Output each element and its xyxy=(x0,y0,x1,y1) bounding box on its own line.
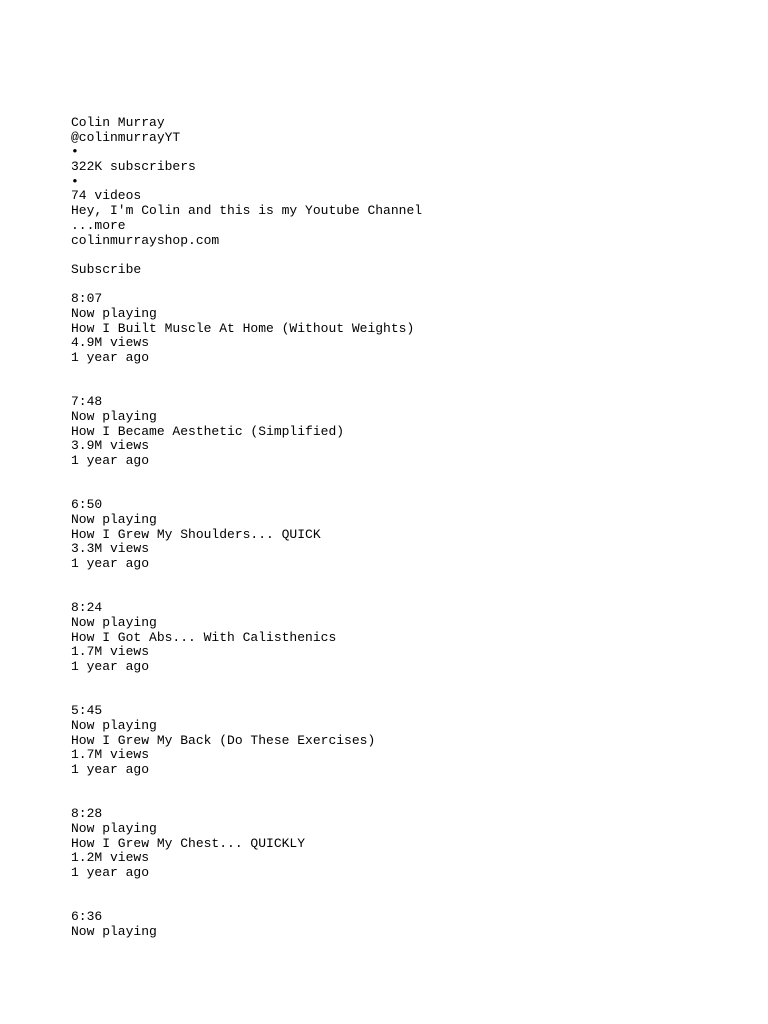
video-duration: 8:07 xyxy=(71,291,103,307)
video-title-link[interactable]: How I Got Abs... With Calisthenics xyxy=(71,629,337,645)
video-item[interactable] xyxy=(71,292,751,365)
video-views: 1.7M views xyxy=(71,644,150,660)
video-views: 1.7M views xyxy=(71,747,150,763)
video-item[interactable] xyxy=(71,498,751,571)
video-duration: 8:28 xyxy=(71,806,103,822)
spacer xyxy=(71,278,751,293)
video-title-link[interactable]: How I Grew My Back (Do These Exercises) xyxy=(71,732,376,748)
video-item[interactable] xyxy=(71,807,751,880)
video-age: 1 year ago xyxy=(71,762,150,778)
video-duration: 5:45 xyxy=(71,703,103,719)
video-title-link[interactable]: How I Built Muscle At Home (Without Weights) xyxy=(71,320,415,336)
channel-handle-link[interactable]: @colinmurrayYT xyxy=(71,129,181,145)
video-views: 1.2M views xyxy=(71,850,150,866)
spacer xyxy=(71,248,751,263)
subscribe-button[interactable]: Subscribe xyxy=(71,261,142,277)
video-duration: 6:36 xyxy=(71,909,103,925)
now-playing-label: Now playing xyxy=(71,408,157,424)
separator-dot: • xyxy=(71,173,79,189)
video-item[interactable] xyxy=(71,395,751,468)
video-count: 74 videos xyxy=(71,188,142,204)
video-duration: 7:48 xyxy=(71,394,103,410)
video-views: 4.9M views xyxy=(71,335,150,351)
video-duration: 8:24 xyxy=(71,600,103,616)
now-playing-label: Now playing xyxy=(71,718,157,734)
video-title-link[interactable]: How I Grew My Chest... QUICKLY xyxy=(71,835,306,851)
now-playing-label: Now playing xyxy=(71,512,157,527)
video-duration: 6:50 xyxy=(71,497,103,513)
channel-page xyxy=(71,116,751,940)
video-age: 1 year ago xyxy=(71,453,150,469)
channel-name: Colin Murray xyxy=(71,115,165,130)
separator-dot: • xyxy=(71,144,79,160)
channel-header xyxy=(71,116,751,248)
channel-website-link[interactable]: colinmurrayshop.com xyxy=(71,232,220,248)
now-playing-label: Now playing xyxy=(71,615,157,631)
video-views: 3.3M views xyxy=(71,541,150,557)
video-title-link[interactable]: How I Became Aesthetic (Simplified) xyxy=(71,423,345,439)
video-age: 1 year ago xyxy=(71,865,150,881)
now-playing-label: Now playing xyxy=(71,821,157,837)
video-item[interactable] xyxy=(71,704,751,777)
video-views: 3.9M views xyxy=(71,438,150,454)
video-age: 1 year ago xyxy=(71,659,150,675)
video-item[interactable] xyxy=(71,601,751,674)
now-playing-label: Now playing xyxy=(71,305,157,321)
video-age: 1 year ago xyxy=(71,350,150,365)
channel-description: Hey, I'm Colin and this is my Youtube Channel xyxy=(71,203,423,219)
video-age: 1 year ago xyxy=(71,556,150,572)
now-playing-label: Now playing xyxy=(71,924,157,940)
video-title-link[interactable]: How I Grew My Shoulders... QUICK xyxy=(71,526,321,542)
subscriber-count: 322K subscribers xyxy=(71,159,196,175)
more-description-link[interactable]: ...more xyxy=(71,217,126,233)
video-item[interactable] xyxy=(71,910,751,939)
video-list xyxy=(71,292,751,940)
